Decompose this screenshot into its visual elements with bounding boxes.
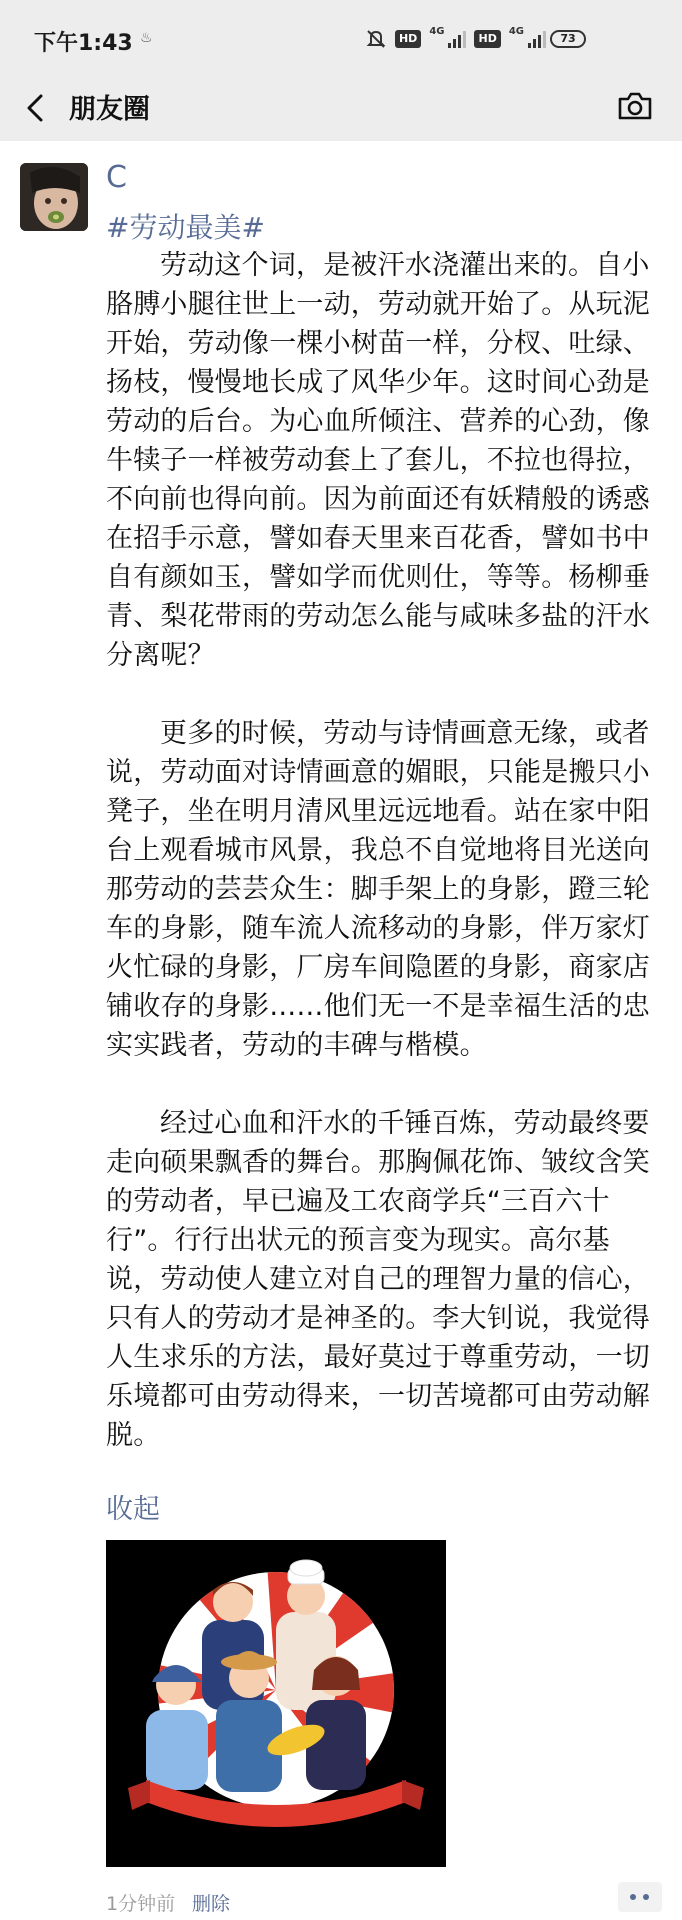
status-time: 下午1:43 — [34, 31, 133, 56]
workers-illustration — [106, 1540, 446, 1867]
post-paragraph-2: 更多的时候，劳动与诗情画意无缘，或者说，劳动面对诗情画意的媚眼，只能是搬只小凳子，坐在明月清风里远远地看。站在家中阳台上观看城市风景，我总不自觉地将目光送向那劳动的芸芸众生：脚手架上的身影，蹬三轮车的身影，随车流人流移动的身影，伴万家灯火忙碌的身影，厂房车间隐匿的身影，商家店铺收存的身影……他们无一不是幸福生活的忠实实践者，劳动的丰碑与楷模。 — [106, 718, 650, 1061]
camera-icon[interactable] — [616, 87, 654, 125]
collapse-link[interactable]: 收起 — [106, 1494, 160, 1525]
mute-icon — [365, 28, 387, 50]
battery-icon — [550, 30, 586, 48]
signal-icon-1 — [448, 30, 466, 48]
post-paragraph-3: 经过心血和汗水的千锤百炼，劳动最终要走向硕果飘香的舞台。那胸佩花饰、皱纹含笑的劳动者，早已遍及工农商学兵“三百六十行”。行行出状元的预言变为现实。高尔基说，劳动使人建立对自己的理智力量的信心，只有人的劳动才是神圣的。李大钊说，我觉得人生求乐的方法，最好莫过于尊重劳动，一切乐境都可由劳动得来，一切苦境都可由劳动解脱。 — [106, 1108, 650, 1451]
post-image[interactable] — [106, 1540, 446, 1867]
notification-icon: ♨ — [140, 30, 153, 46]
baby-avatar-icon — [20, 163, 88, 231]
post-paragraph-1: 劳动这个词，是被汗水浇灌出来的。自小胳膊小腿往世上一动，劳动就开始了。从玩泥开始，劳动像一棵小树苗一样，分杈、吐绿、扬枝，慢慢地长成了风华少年。这时间心劲是劳动的后台。为心血所倾注、营养的心劲，像牛犊子一样被劳动套上了套儿，不拉也得拉，不向前也得向前。因为前面还有妖精般的诱惑在招手示意，譬如春天里来百花香，譬如书中自有颜如玉，譬如学而优则仕，等等。杨柳垂青、梨花带雨的劳动怎么能与咸味多盐的汗水分离呢？ — [106, 250, 650, 671]
dot-icon — [630, 1894, 636, 1900]
post-content — [106, 246, 651, 1494]
post-time: 1分钟前 — [106, 1893, 176, 1915]
delete-link[interactable]: 删除 — [192, 1893, 231, 1915]
page-title: 朋友圈 — [69, 94, 150, 125]
author-name[interactable]: C — [106, 160, 127, 195]
hd-badge-1: HD — [395, 30, 421, 48]
avatar[interactable] — [20, 163, 88, 231]
battery-level: 73 — [560, 32, 576, 45]
back-arrow-icon[interactable] — [22, 92, 52, 124]
network-label-1: 4G — [429, 25, 445, 37]
nav-bar — [0, 75, 682, 141]
status-bar — [0, 0, 682, 75]
more-actions-button[interactable] — [618, 1882, 662, 1912]
dot-icon — [643, 1894, 649, 1900]
network-label-2: 4G — [508, 25, 524, 37]
signal-icon-2 — [528, 30, 546, 48]
hd-badge-2: HD — [474, 30, 500, 48]
status-icons — [365, 25, 546, 50]
hashtag-link[interactable]: #劳动最美# — [106, 211, 265, 244]
